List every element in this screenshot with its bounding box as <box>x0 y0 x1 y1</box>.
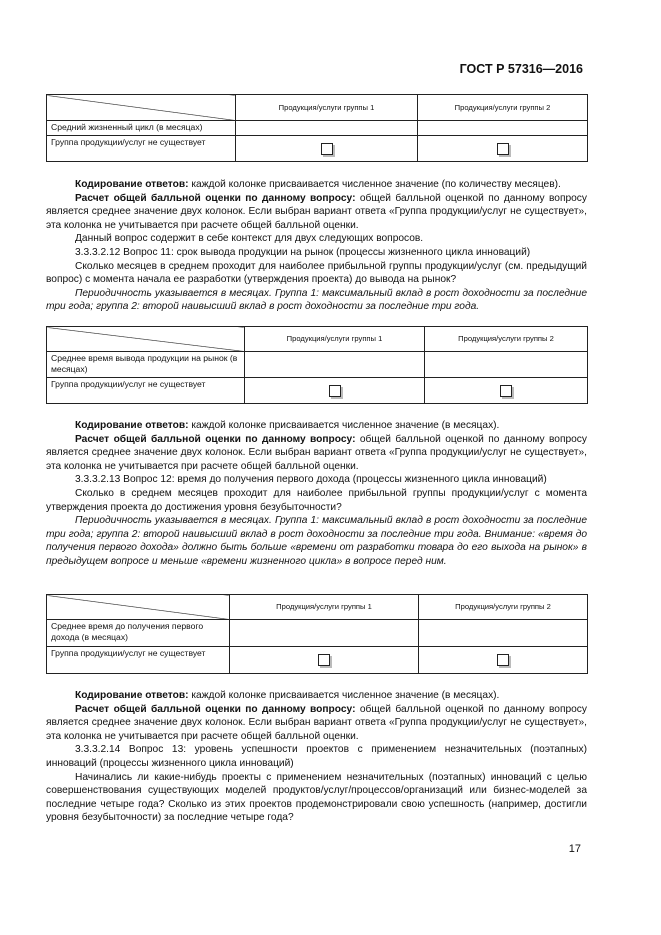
table-time-to-first-income <box>46 594 588 674</box>
column-header: Продукция/услуги группы 2 <box>425 327 588 352</box>
checkbox[interactable] <box>318 654 330 666</box>
row-label: Группа продукции/услуг не существует <box>47 136 236 162</box>
checkbox[interactable] <box>497 143 509 155</box>
row-label: Группа продукции/услуг не существует <box>47 378 245 404</box>
question-title: 3.3.3.2.12 Вопрос 11: срок вывода продукции на рынок (процессы жизненного цикла инноваций) <box>75 246 531 258</box>
input-cell[interactable] <box>236 121 418 136</box>
table-time-to-market <box>46 326 588 404</box>
input-cell[interactable] <box>419 620 588 647</box>
text-block-2: Кодирование ответов: каждой колонке присваивается численное значение (в месяцах). Расчет общей балльной оценки по данному вопросу: общей балльной оценкой по данному вопросу является среднее значение двух колонок. Если выбран вариант ответа «Группа продукции/услуг не существует», эта колонка не учитывается при расчете общей балльной оценки. 3.3.3.2.13 Вопрос 12: время до получения первого дохода (процессы жизненного цикла инноваций) Сколько в среднем месяцев проходит для наиболее прибыльной группы продукции/услуг с момента утверждения проекта до достижения уровня безубыточности? Периодичность указывается в месяцах. Группа 1: максимальный вклад в рост доходности за последние три года; группа 2: второй наивысший вклад в рост доходности за последние три года. Внимание: «время до получения первого дохода» должно быть больше «времени от разработки товара до его выхода на рынок» в предыдущем вопросе и меньше «времени жизненного цикла» в вопросе перед ним. <box>46 420 587 567</box>
score-label: Расчет общей балльной оценки по данному вопросу: <box>75 433 356 445</box>
checkbox[interactable] <box>321 143 333 155</box>
diagonal-header-cell <box>47 327 245 352</box>
diagonal-header-cell <box>47 595 230 620</box>
page-number: 17 <box>568 843 581 855</box>
column-header: Продукция/услуги группы 2 <box>418 95 588 121</box>
checkbox[interactable] <box>497 654 509 666</box>
question-title: 3.3.3.2.13 Вопрос 12: время до получения первого дохода (процессы жизненного цикла инноваций) <box>75 474 547 486</box>
column-header: Продукция/услуги группы 1 <box>245 327 425 352</box>
input-cell[interactable] <box>418 121 588 136</box>
column-header: Продукция/услуги группы 1 <box>230 595 419 620</box>
coding-label: Кодирование ответов: <box>75 420 189 431</box>
row-label: Средний жизненный цикл (в месяцах) <box>47 121 236 136</box>
column-header: Продукция/услуги группы 2 <box>419 595 588 620</box>
score-label: Расчет общей балльной оценки по данному вопросу: <box>75 192 356 204</box>
coding-label: Кодирование ответов: <box>75 690 189 701</box>
document-standard-number: ГОСТ Р 57316—2016 <box>459 62 583 76</box>
table-life-cycle <box>46 94 588 162</box>
input-cell[interactable] <box>230 620 419 647</box>
question-title: 3.3.3.2.14 Вопрос 13: уровень успешности проектов с применением незначительных (поэтапных) инноваций (процессы жизненного цикла инноваций) <box>46 744 587 769</box>
column-header: Продукция/услуги группы 1 <box>236 95 418 121</box>
coding-label: Кодирование ответов: <box>75 179 189 190</box>
input-cell[interactable] <box>245 352 425 378</box>
input-cell[interactable] <box>425 352 588 378</box>
text-block-1: Кодирование ответов: каждой колонке присваивается численное значение (по количеству месяцев). Расчет общей балльной оценки по данному вопросу: общей балльной оценкой по данному вопросу является среднее значение двух колонок. Если выбран вариант ответа «Группа продукции/услуг не существует», эта колонка не учитывается при расчете общей балльной оценки. Данный вопрос содержит в себе контекст для двух следующих вопросов. 3.3.3.2.12 Вопрос 11: срок вывода продукции на рынок (процессы жизненного цикла инноваций) Сколько месяцев в среднем проходит для наиболее прибыльной группы продукции/услуг (см. предыдущий вопрос) с момента начала ее разработки (утверждения проекта) до вывода на рынок? Периодичность указывается в месяцах. Группа 1: максимальный вклад в рост доходности за последние три года; группа 2: второй наивысший вклад в рост доходности за последние три года. <box>46 179 587 313</box>
checkbox[interactable] <box>329 385 341 397</box>
text-block-3: Кодирование ответов: каждой колонке присваивается численное значение (в месяцах). Расчет общей балльной оценки по данному вопросу: общей балльной оценкой по данному вопросу является среднее значение двух колонок. Если выбран вариант ответа «Группа продукции/услуг не существует», эта колонка не учитывается при расчете общей балльной оценки. 3.3.3.2.14 Вопрос 13: уровень успешности проектов с применением незначительных (поэтапных) инноваций (процессы жизненного цикла инноваций) Начинались ли какие-нибудь проекты с применением незначительных (поэтапных) инноваций с целью совершенствования существующих моделей продуктов/услуг/процессов/организаций или бизнес-моделей за последние четыре года? Сколько из этих проектов продемонстрировали свою успешность (например, достигли уровня безубыточности) за последние четыре года? <box>46 690 587 824</box>
checkbox[interactable] <box>500 385 512 397</box>
score-label: Расчет общей балльной оценки по данному вопросу: <box>75 703 356 715</box>
diagonal-header-cell <box>47 95 236 121</box>
row-label: Среднее время вывода продукции на рынок (в месяцах) <box>47 352 245 378</box>
row-label: Среднее время до получения первого дохода (в месяцах) <box>47 620 230 647</box>
row-label: Группа продукции/услуг не существует <box>47 647 230 674</box>
